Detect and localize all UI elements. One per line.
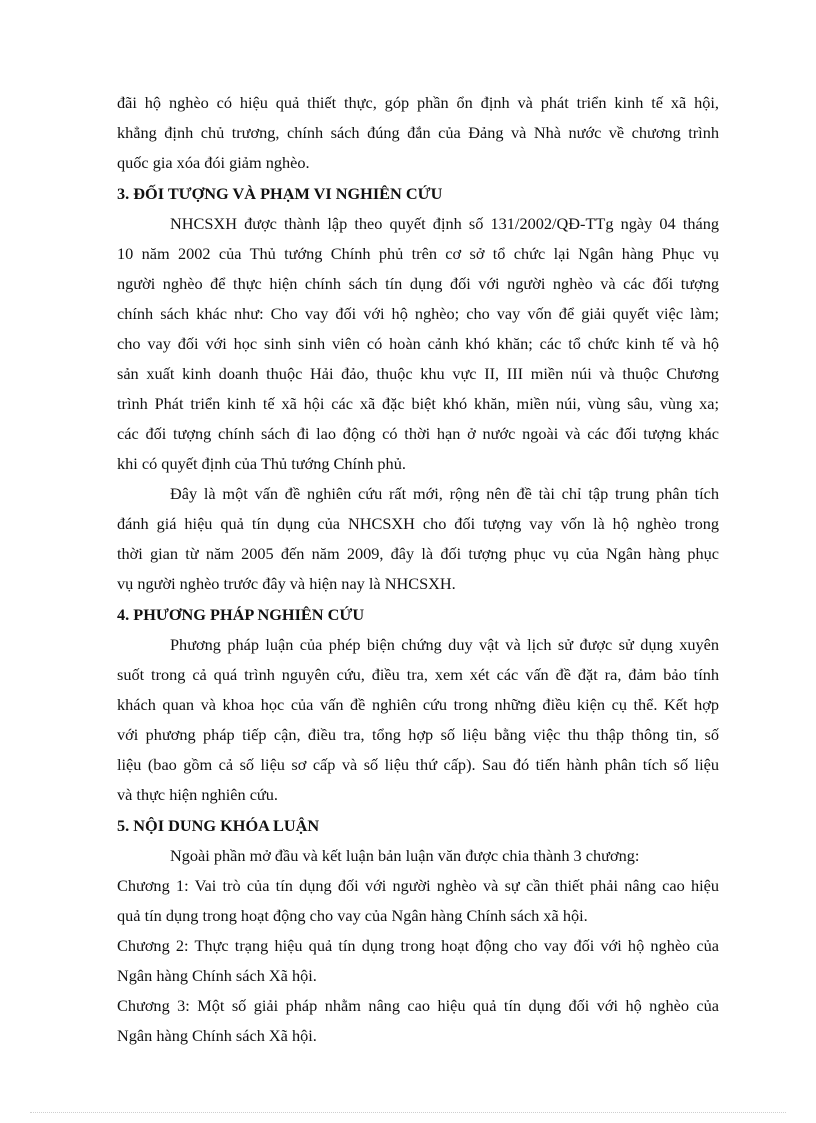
body-line: sản xuất kinh doanh thuộc Hải đảo, thuộc khu vực II, III miền núi và thuộc Chương <box>117 364 719 383</box>
body-line: đãi hộ nghèo có hiệu quả thiết thực, góp phần ổn định và phát triển kinh tế xã hội, <box>117 93 719 112</box>
body-line: Đây là một vấn đề nghiên cứu rất mới, rộng nên đề tài chỉ tập trung phân tích <box>170 484 719 503</box>
body-line: cho vay đối với học sinh sinh viên có hoàn cảnh khó khăn; các tổ chức kinh tế và hộ <box>117 334 719 353</box>
body-line: liệu (bao gồm cả số liệu sơ cấp và số liệu thứ cấp). Sau đó tiến hành phân tích số liệu <box>117 755 719 774</box>
section-4-heading: 4. PHƯƠNG PHÁP NGHIÊN CỨU <box>117 605 365 624</box>
document-page <box>117 88 719 1051</box>
body-line: suốt trong cả quá trình nguyên cứu, điều tra, xem xét các vấn đề đặt ra, đảm bảo tính <box>117 665 719 684</box>
body-line: khẳng định chủ trương, chính sách đúng đắn của Đảng và Nhà nước về chương trình <box>117 123 719 142</box>
body-line: trình Phát triển kinh tế xã hội các xã đặc biệt khó khăn, miền núi, vùng sâu, vùng xa; <box>117 394 719 413</box>
body-line: chính sách khác như: Cho vay đối với hộ nghèo; cho vay vốn để giải quyết việc làm; <box>117 304 719 323</box>
body-line: Phương pháp luận của phép biện chứng duy vật và lịch sử được sử dụng xuyên <box>170 635 719 654</box>
body-line: Ngoài phần mở đầu và kết luận bản luận văn được chia thành 3 chương: <box>170 846 640 865</box>
chapter-3-line: Chương 3: Một số giải pháp nhằm nâng cao hiệu quả tín dụng đối với hộ nghèo của <box>117 996 719 1015</box>
body-line: thời gian từ năm 2005 đến năm 2009, đây là đối tượng phục vụ của Ngân hàng phục <box>117 544 719 563</box>
body-line: vụ người nghèo trước đây và hiện nay là NHCSXH. <box>117 574 456 593</box>
body-line: với phương pháp tiếp cận, điều tra, tổng hợp số liệu bằng việc thu thập thông tin, số <box>117 725 719 744</box>
chapter-2-line: Ngân hàng Chính sách Xã hội. <box>117 966 317 985</box>
section-3-heading: 3. ĐỐI TƯỢNG VÀ PHẠM VI NGHIÊN CỨU <box>117 184 443 203</box>
body-line: 10 năm 2002 của Thủ tướng Chính phủ trên cơ sở tổ chức lại Ngân hàng Phục vụ <box>117 244 719 263</box>
body-line: và thực hiện nghiên cứu. <box>117 785 278 804</box>
chapter-1-line: quả tín dụng trong hoạt động cho vay của Ngân hàng Chính sách xã hội. <box>117 906 588 925</box>
body-line: đánh giá hiệu quả tín dụng của NHCSXH cho đối tượng vay vốn là hộ nghèo trong <box>117 514 719 533</box>
body-line: các đối tượng chính sách đi lao động có thời hạn ở nước ngoài và các đối tượng khác <box>117 424 719 443</box>
page-bottom-divider <box>30 1112 786 1113</box>
body-line: NHCSXH được thành lập theo quyết định số 131/2002/QĐ-TTg ngày 04 tháng <box>170 214 719 233</box>
body-line: khách quan và khoa học của vấn đề nghiên cứu trong những điều kiện cụ thể. Kết hợp <box>117 695 719 714</box>
chapter-2-line: Chương 2: Thực trạng hiệu quả tín dụng trong hoạt động cho vay đối với hộ nghèo của <box>117 936 719 955</box>
chapter-3-line: Ngân hàng Chính sách Xã hội. <box>117 1026 317 1045</box>
body-line: khi có quyết định của Thủ tướng Chính phủ. <box>117 454 406 473</box>
section-5-heading: 5. NỘI DUNG KHÓA LUẬN <box>117 816 320 835</box>
body-line: người nghèo để thực hiện chính sách tín dụng đối với người nghèo và các đối tượng <box>117 274 719 293</box>
body-line: quốc gia xóa đói giảm nghèo. <box>117 153 310 172</box>
chapter-1-line: Chương 1: Vai trò của tín dụng đối với người nghèo và sự cần thiết phải nâng cao hiệu <box>117 876 719 895</box>
